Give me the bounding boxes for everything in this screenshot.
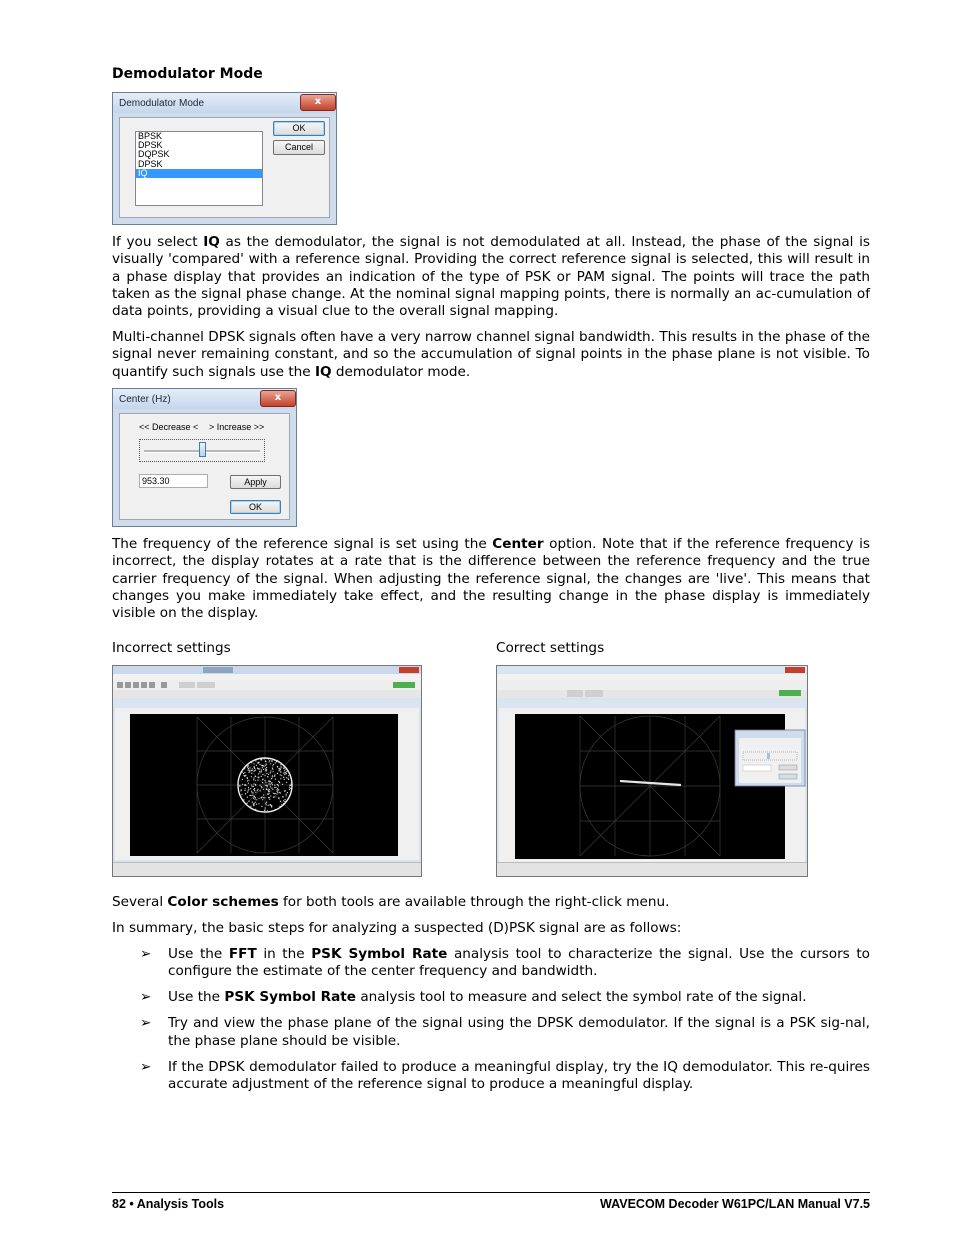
phase-point — [280, 774, 281, 775]
phase-point — [264, 780, 265, 781]
phase-point — [265, 803, 266, 804]
phase-point — [266, 788, 267, 789]
phase-point — [284, 790, 285, 791]
phase-point — [265, 770, 266, 771]
phase-point — [259, 768, 260, 769]
phase-point — [245, 793, 246, 794]
phase-point — [252, 768, 253, 769]
phase-point — [275, 787, 276, 788]
text-bold: PSK Symbol Rate — [311, 946, 448, 962]
text-bold: IQ — [314, 363, 332, 380]
phase-point — [271, 788, 272, 789]
demodulator-listbox[interactable] — [135, 131, 263, 206]
phase-point — [258, 798, 259, 799]
phase-point — [251, 795, 252, 796]
phase-point — [264, 810, 265, 811]
phase-point — [245, 785, 246, 786]
phase-plane-correct — [497, 666, 807, 876]
phase-point — [245, 784, 246, 785]
phase-point — [267, 776, 268, 777]
phase-point — [260, 785, 261, 786]
phase-point — [286, 782, 287, 783]
phase-point — [267, 786, 268, 787]
phase-point — [253, 786, 254, 787]
apply-button[interactable]: Apply — [230, 475, 281, 489]
phase-point — [289, 789, 290, 790]
phase-point — [262, 767, 263, 768]
phase-point — [273, 797, 274, 798]
phase-point — [254, 766, 255, 767]
phase-point — [289, 785, 290, 786]
screenshot-incorrect-settings — [112, 665, 422, 877]
demodulator-mode-dialog — [112, 92, 337, 225]
phase-point — [277, 784, 278, 785]
phase-point — [270, 772, 271, 773]
text: analysis tool to characterize the signal. Use the cursors to configure the estimate of the center frequency and bandwidth. — [168, 946, 870, 980]
phase-point — [288, 779, 289, 780]
phase-point — [260, 797, 261, 798]
phase-point — [272, 784, 273, 785]
phase-point — [290, 785, 291, 786]
text: If the DPSK demodulator failed to produce a meaningful display, try the IQ demodulator. This re-quires accurate adjustment of the reference signal to produce a meaningful display. — [168, 1058, 870, 1092]
phase-point — [265, 768, 266, 769]
phase-point — [247, 778, 248, 779]
phase-point — [274, 796, 275, 797]
phase-point — [256, 765, 257, 766]
phase-point — [257, 789, 258, 790]
phase-point — [265, 807, 266, 808]
paragraph-iq — [112, 234, 870, 320]
phase-point — [241, 794, 242, 795]
phase-point — [274, 776, 275, 777]
phase-point — [258, 803, 259, 804]
phase-point — [283, 777, 284, 778]
phase-point — [248, 789, 249, 790]
phase-point — [283, 773, 284, 774]
list-item[interactable]: DPSK — [138, 158, 163, 169]
phase-point — [282, 784, 283, 785]
text: option. Note that if the reference frequency is incorrect, the display rotates at a rate that is the difference between the reference frequency and the true carrier frequency of the signal. When adjusting the reference signal, the changes are 'live'. This means that changes you make immediately take effect, and the resulting change in the phase display is immediately visible on the display. — [112, 536, 870, 622]
phase-point — [287, 792, 288, 793]
phase-point — [251, 773, 252, 774]
paragraph-multichannel — [112, 329, 870, 381]
phase-point — [254, 788, 255, 789]
phase-point — [270, 804, 271, 805]
phase-point — [264, 797, 265, 798]
phase-point — [247, 792, 248, 793]
phase-point — [263, 794, 264, 795]
phase-point — [251, 784, 252, 785]
dialog-title: Center (Hz) — [119, 394, 171, 405]
phase-point — [253, 779, 254, 780]
steps-list — [112, 946, 870, 1102]
phase-point — [254, 767, 255, 768]
phase-point — [273, 793, 274, 794]
phase-point — [258, 777, 259, 778]
arrow-bullet-icon: ➢ — [140, 989, 152, 1006]
phase-point — [265, 782, 266, 783]
phase-point — [283, 796, 284, 797]
phase-point — [261, 770, 262, 771]
phase-point — [261, 771, 262, 772]
text: Several — [112, 894, 168, 910]
phase-point — [275, 779, 276, 780]
phase-point — [247, 767, 248, 768]
phase-point — [260, 790, 261, 791]
decrease-label[interactable]: << Decrease < — [139, 422, 199, 432]
phase-point — [249, 767, 250, 768]
phase-point — [250, 806, 251, 807]
text: for both tools are available through the right-click menu. — [278, 894, 670, 910]
phase-point — [249, 795, 250, 796]
text: as the demodulator, the signal is not demodulated at all. Instead, the phase of the signal is visually 'compared' with a reference signal. Providing the correct reference signal is selected, this will result in a phase display that provides an indication of the type of PSK or PAM signal. The points will trace the path taken as the signal phase change. At the nominal signal mapping points, there is normally an ac-cumulation of data points, providing a visual clue to the overall signal mapping. — [112, 234, 871, 320]
phase-point — [249, 770, 250, 771]
paragraph-color-schemes — [112, 894, 870, 911]
phase-point — [244, 775, 245, 776]
phase-point — [277, 791, 278, 792]
phase-point — [255, 770, 256, 771]
phase-point — [269, 783, 270, 784]
phase-point — [248, 780, 249, 781]
phase-point — [269, 793, 270, 794]
caption-incorrect-settings: Incorrect settings — [112, 640, 231, 656]
list-item — [112, 1015, 870, 1050]
phase-point — [248, 801, 249, 802]
phase-point — [266, 804, 267, 805]
phase-point — [261, 806, 262, 807]
phase-point — [277, 773, 278, 774]
phase-point — [247, 780, 248, 781]
phase-point — [253, 778, 254, 779]
increase-label[interactable]: > Increase >> — [209, 422, 265, 432]
phase-point — [268, 774, 269, 775]
phase-point — [242, 784, 243, 785]
phase-point — [254, 799, 255, 800]
phase-point — [248, 790, 249, 791]
phase-point — [268, 794, 269, 795]
phase-point — [266, 773, 267, 774]
phase-point — [271, 761, 272, 762]
phase-point — [248, 787, 249, 788]
list-item-selected[interactable]: IQ — [136, 169, 262, 178]
phase-point — [267, 789, 268, 790]
phase-point — [276, 789, 277, 790]
phase-point — [239, 786, 240, 787]
paragraph-summary: In summary, the basic steps for analyzing a suspected (D)PSK signal are as follows: — [112, 920, 682, 936]
phase-point — [269, 761, 270, 762]
phase-point — [244, 772, 245, 773]
footer-rule — [112, 1192, 870, 1193]
phase-point — [281, 775, 282, 776]
phase-point — [253, 804, 254, 805]
phase-point — [251, 791, 252, 792]
phase-point — [244, 790, 245, 791]
center-hz-dialog — [112, 388, 297, 527]
phase-point — [266, 764, 267, 765]
phase-point — [253, 798, 254, 799]
phase-point — [248, 772, 249, 773]
phase-point — [252, 786, 253, 787]
phase-point — [271, 805, 272, 806]
text-bold: IQ — [203, 234, 220, 250]
phase-point — [257, 790, 258, 791]
phase-point — [262, 799, 263, 800]
caption-correct-settings: Correct settings — [496, 640, 605, 656]
phase-point — [247, 797, 248, 798]
phase-plane-incorrect — [113, 666, 421, 876]
phase-point — [275, 793, 276, 794]
phase-point — [258, 773, 259, 774]
phase-point — [270, 784, 271, 785]
phase-point — [252, 802, 253, 803]
text: in the — [256, 946, 312, 962]
phase-point — [286, 794, 287, 795]
footer-page-section: 82 • Analysis Tools — [112, 1197, 225, 1211]
phase-point — [243, 799, 244, 800]
phase-point — [257, 780, 258, 781]
phase-point — [245, 788, 246, 789]
phase-point — [269, 760, 270, 761]
phase-point — [288, 775, 289, 776]
ok-button[interactable]: OK — [230, 500, 281, 514]
phase-point — [269, 797, 270, 798]
phase-point — [268, 780, 269, 781]
phase-point — [266, 802, 267, 803]
phase-point — [290, 788, 291, 789]
text-bold: PSK Symbol Rate — [224, 989, 357, 1006]
phase-point — [280, 778, 281, 779]
dialog-title: Demodulator Mode — [119, 98, 205, 109]
paragraph-center — [112, 536, 870, 622]
phase-point — [272, 765, 273, 766]
text: Multi-channel DPSK signals often have a very narrow channel signal bandwidth. This results in the phase of the signal never remaining constant, and so the accumulation of signal points in the phase plane is not visible. To quantify such signals use the — [112, 329, 870, 380]
phase-point — [280, 771, 281, 772]
phase-point — [269, 799, 270, 800]
phase-point — [268, 791, 269, 792]
phase-point — [279, 770, 280, 771]
phase-point — [289, 787, 290, 788]
section-heading: Demodulator Mode — [112, 66, 263, 82]
text: Try and view the phase plane of the signal using the DPSK demodulator. If the signal is a PSK sig-nal, the phase plane should be visible. — [168, 1015, 870, 1049]
phase-point — [256, 799, 257, 800]
footer-manual-title: WAVECOM Decoder W61PC/LAN Manual V7.5 — [600, 1197, 870, 1211]
phase-point — [267, 785, 268, 786]
phase-point — [272, 789, 273, 790]
text: demodulator mode. — [331, 363, 471, 380]
phase-point — [284, 774, 285, 775]
phase-point — [279, 792, 280, 793]
phase-point — [268, 805, 269, 806]
phase-point — [250, 788, 251, 789]
cancel-button[interactable]: Cancel — [273, 140, 325, 155]
phase-point — [254, 803, 255, 804]
phase-point — [255, 785, 256, 786]
text-bold: Center — [492, 536, 544, 552]
phase-point — [280, 769, 281, 770]
phase-point — [255, 760, 256, 761]
phase-point — [275, 762, 276, 763]
phase-point — [253, 771, 254, 772]
phase-point — [285, 772, 286, 773]
phase-point — [278, 797, 279, 798]
phase-point — [247, 803, 248, 804]
phase-point — [283, 768, 284, 769]
phase-point — [256, 804, 257, 805]
phase-point — [259, 764, 260, 765]
phase-point — [258, 762, 259, 763]
list-item — [112, 1059, 870, 1094]
phase-point — [270, 781, 271, 782]
phase-point — [270, 770, 271, 771]
slider-frame — [139, 439, 265, 462]
text: The frequency of the reference signal is set using the — [112, 536, 493, 552]
phase-point — [240, 790, 241, 791]
phase-point — [274, 787, 275, 788]
list-item[interactable]: BPSK — [138, 131, 163, 141]
list-item[interactable]: DPSK — [138, 140, 163, 151]
phase-point — [263, 789, 264, 790]
phase-point — [278, 785, 279, 786]
phase-point — [286, 777, 287, 778]
phase-point — [284, 770, 285, 771]
phase-point — [283, 800, 284, 801]
phase-point — [251, 770, 252, 771]
text: Use the — [168, 946, 229, 962]
list-item — [112, 989, 870, 1006]
phase-point — [255, 776, 256, 777]
phase-point — [265, 785, 266, 786]
phase-point — [248, 770, 249, 771]
phase-point — [261, 759, 262, 760]
phase-point — [261, 776, 262, 777]
phase-point — [268, 790, 269, 791]
phase-point — [280, 764, 281, 765]
phase-point — [265, 775, 266, 776]
phase-point — [270, 763, 271, 764]
center-frequency-input[interactable]: 953.30 — [139, 474, 208, 488]
phase-point — [272, 768, 273, 769]
phase-point — [273, 764, 274, 765]
phase-point — [266, 767, 267, 768]
phase-point — [265, 765, 266, 766]
text: analysis tool to measure and select the symbol rate of the signal. — [356, 989, 807, 1006]
phase-point — [262, 782, 263, 783]
phase-point — [278, 789, 279, 790]
phase-point — [243, 773, 244, 774]
text-bold: FFT — [228, 946, 257, 962]
phase-point — [272, 769, 273, 770]
phase-point — [262, 774, 263, 775]
phase-point — [245, 775, 246, 776]
phase-point — [272, 776, 273, 777]
slider-thumb[interactable] — [199, 442, 206, 457]
screenshot-correct-settings — [496, 665, 808, 877]
phase-point — [277, 792, 278, 793]
phase-point — [279, 768, 280, 769]
phase-point — [273, 771, 274, 772]
phase-point — [271, 782, 272, 783]
phase-point — [261, 786, 262, 787]
phase-point — [270, 795, 271, 796]
phase-point — [253, 792, 254, 793]
text-bold: Color schemes — [167, 894, 279, 910]
phase-point — [281, 766, 282, 767]
phase-point — [271, 778, 272, 779]
phase-point — [254, 790, 255, 791]
phase-point — [259, 772, 260, 773]
text: If you select — [112, 234, 204, 250]
ok-button[interactable]: OK — [273, 121, 325, 136]
phase-point — [251, 792, 252, 793]
phase-point — [255, 780, 256, 781]
phase-point — [274, 774, 275, 775]
phase-point — [265, 761, 266, 762]
phase-point — [277, 788, 278, 789]
phase-point — [279, 782, 280, 783]
phase-point — [276, 793, 277, 794]
arrow-bullet-icon: ➢ — [140, 946, 152, 962]
phase-point — [263, 765, 264, 766]
phase-point — [270, 786, 271, 787]
phase-point — [286, 795, 287, 796]
list-item[interactable]: DQPSK — [138, 149, 170, 160]
close-icon[interactable]: x — [260, 390, 296, 407]
phase-point — [274, 785, 275, 786]
phase-point — [280, 801, 281, 802]
arrow-bullet-icon: ➢ — [140, 1015, 152, 1032]
phase-point — [242, 779, 243, 780]
phase-point — [253, 789, 254, 790]
phase-point — [259, 771, 260, 772]
phase-point — [258, 768, 259, 769]
phase-point — [261, 765, 262, 766]
phase-point — [285, 799, 286, 800]
phase-point — [262, 779, 263, 780]
phase-point — [253, 763, 254, 764]
phase-point — [277, 766, 278, 767]
list-item — [112, 946, 870, 981]
arrow-bullet-icon: ➢ — [140, 1058, 152, 1075]
phase-point — [255, 792, 256, 793]
phase-point — [248, 783, 249, 784]
phase-point — [255, 802, 256, 803]
phase-point — [251, 776, 252, 777]
phase-point — [284, 779, 285, 780]
phase-point — [252, 795, 253, 796]
close-icon[interactable]: x — [300, 94, 336, 111]
phase-point — [255, 797, 256, 798]
phase-point — [254, 783, 255, 784]
phase-point — [263, 797, 264, 798]
phase-point — [248, 768, 249, 769]
phase-point — [272, 775, 273, 776]
text: Use the — [168, 989, 225, 1006]
phase-point — [267, 793, 268, 794]
phase-point — [263, 769, 264, 770]
phase-point — [287, 778, 288, 779]
